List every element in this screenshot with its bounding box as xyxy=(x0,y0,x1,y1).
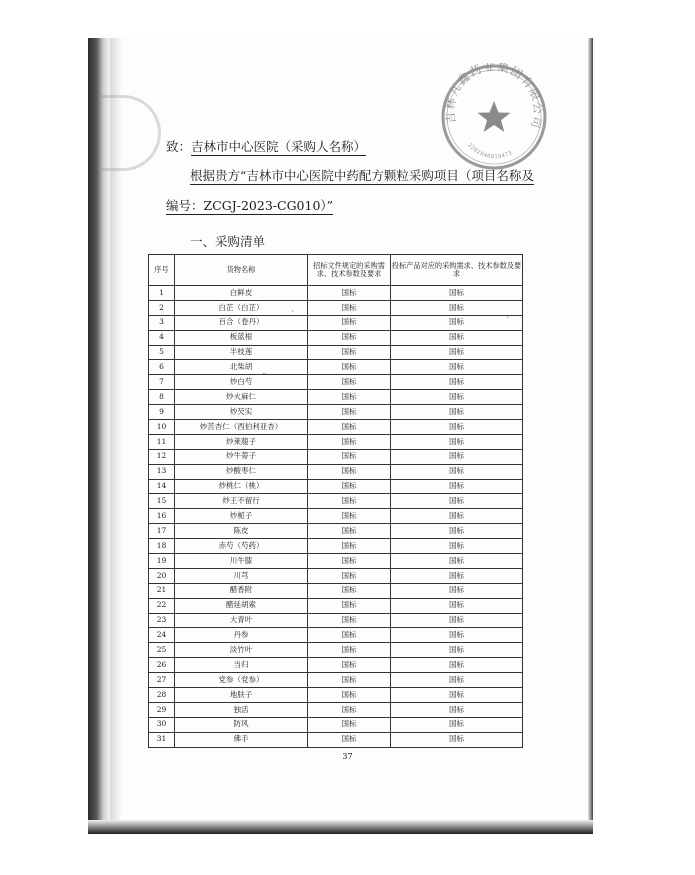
table-row xyxy=(149,286,523,301)
cell-seq: 28 xyxy=(149,688,175,703)
cell-goods-name: 炒王不留行 xyxy=(175,494,308,509)
cell-seq: 22 xyxy=(149,598,175,613)
cell-bid-requirement: 国标 xyxy=(391,390,523,405)
cell-bid-requirement: 国标 xyxy=(391,360,523,375)
table-row xyxy=(149,717,523,732)
cell-tender-requirement: 国标 xyxy=(308,702,391,717)
cell-goods-name: 板蓝根 xyxy=(175,330,308,345)
cell-goods-name: 川芎 xyxy=(175,568,308,583)
addressee-line xyxy=(166,137,366,155)
cell-goods-name: 醋延胡索 xyxy=(175,598,308,613)
table-row xyxy=(149,658,523,673)
table-row xyxy=(149,479,523,494)
seal-code-text: 2202040019473 xyxy=(466,142,514,161)
page-bottom-edge xyxy=(88,820,593,834)
table-row xyxy=(149,598,523,613)
cell-tender-requirement: 国标 xyxy=(308,539,391,554)
cell-bid-requirement: 国标 xyxy=(391,330,523,345)
cell-bid-requirement: 国标 xyxy=(391,702,523,717)
table-row xyxy=(149,568,523,583)
cell-tender-requirement: 国标 xyxy=(308,732,391,747)
table-row xyxy=(149,643,523,658)
project-reference: 根据贵方“吉林市中心医院中药配方颗粒采购项目（项目名称及 xyxy=(190,168,534,183)
cell-tender-requirement: 国标 xyxy=(308,405,391,420)
cell-goods-name: 党参（党参） xyxy=(175,673,308,688)
cell-tender-requirement: 国标 xyxy=(308,494,391,509)
table-row xyxy=(149,464,523,479)
table-row xyxy=(149,628,523,643)
section-title: 一、采购清单 xyxy=(190,234,266,249)
cell-seq: 30 xyxy=(149,717,175,732)
cell-bid-requirement: 国标 xyxy=(391,494,523,509)
cell-bid-requirement: 国标 xyxy=(391,688,523,703)
table-row xyxy=(149,509,523,524)
addressee-name: 吉林市中心医院（采购人名称） xyxy=(191,139,367,154)
cell-goods-name: 陈皮 xyxy=(175,524,308,539)
cell-seq: 21 xyxy=(149,583,175,598)
cell-tender-requirement: 国标 xyxy=(308,628,391,643)
cell-tender-requirement: 国标 xyxy=(308,315,391,330)
cell-tender-requirement: 国标 xyxy=(308,524,391,539)
table-row xyxy=(149,524,523,539)
company-seal-graphic xyxy=(440,63,548,171)
cell-bid-requirement: 国标 xyxy=(391,464,523,479)
cell-goods-name: 炒桃仁（桃） xyxy=(175,479,308,494)
cell-bid-requirement: 国标 xyxy=(391,345,523,360)
svg-text:2202040019473 xyxy=(466,142,513,160)
cell-seq: 14 xyxy=(149,479,175,494)
company-seal xyxy=(440,63,548,171)
cell-bid-requirement: 国标 xyxy=(391,300,523,315)
cell-seq: 18 xyxy=(149,539,175,554)
cell-goods-name: 佛手 xyxy=(175,732,308,747)
cell-seq: 17 xyxy=(149,524,175,539)
cell-tender-requirement: 国标 xyxy=(308,360,391,375)
cell-goods-name: 丹参 xyxy=(175,628,308,643)
table-row xyxy=(149,688,523,703)
cell-bid-requirement: 国标 xyxy=(391,628,523,643)
cell-seq: 8 xyxy=(149,390,175,405)
cell-tender-requirement: 国标 xyxy=(308,420,391,435)
cell-bid-requirement: 国标 xyxy=(391,643,523,658)
cell-bid-requirement: 国标 xyxy=(391,509,523,524)
scan-artifact: “ xyxy=(262,372,267,381)
cell-goods-name: 炒苦杏仁（西伯利亚杏） xyxy=(175,420,308,435)
procurement-table xyxy=(148,254,523,748)
cell-seq: 6 xyxy=(149,360,175,375)
cell-goods-name: 炒栀子 xyxy=(175,509,308,524)
cell-bid-requirement: 国标 xyxy=(391,658,523,673)
table-row xyxy=(149,390,523,405)
cell-goods-name: 防风 xyxy=(175,717,308,732)
cell-seq: 7 xyxy=(149,375,175,390)
cell-seq: 9 xyxy=(149,405,175,420)
cell-bid-requirement: 国标 xyxy=(391,568,523,583)
cell-tender-requirement: 国标 xyxy=(308,300,391,315)
cell-goods-name: 川牛膝 xyxy=(175,554,308,569)
cell-goods-name: 大青叶 xyxy=(175,613,308,628)
cell-tender-requirement: 国标 xyxy=(308,688,391,703)
cell-seq: 25 xyxy=(149,643,175,658)
table-body xyxy=(149,286,523,748)
cell-goods-name: 炒白芍 xyxy=(175,375,308,390)
table-row xyxy=(149,360,523,375)
cell-seq: 3 xyxy=(149,315,175,330)
cell-goods-name: 赤芍（芍药） xyxy=(175,539,308,554)
header-bid-requirements: 投标产品对应的采购需求、技术参数及要求 xyxy=(391,255,523,286)
cell-seq: 24 xyxy=(149,628,175,643)
cell-seq: 11 xyxy=(149,434,175,449)
cell-bid-requirement: 国标 xyxy=(391,583,523,598)
cell-goods-name: 独活 xyxy=(175,702,308,717)
scan-artifact: ` xyxy=(291,310,295,319)
cell-bid-requirement: 国标 xyxy=(391,732,523,747)
header-goods-name: 货物名称 xyxy=(175,255,308,286)
cell-bid-requirement: 国标 xyxy=(391,613,523,628)
star-icon xyxy=(478,101,511,132)
cell-tender-requirement: 国标 xyxy=(308,509,391,524)
cell-seq: 2 xyxy=(149,300,175,315)
cell-seq: 5 xyxy=(149,345,175,360)
cell-goods-name: 当归 xyxy=(175,658,308,673)
table-header-row xyxy=(149,255,523,286)
cell-tender-requirement: 国标 xyxy=(308,434,391,449)
cell-goods-name: 半枝莲 xyxy=(175,345,308,360)
table-row xyxy=(149,702,523,717)
page-right-edge xyxy=(588,38,593,833)
cell-tender-requirement: 国标 xyxy=(308,717,391,732)
cell-tender-requirement: 国标 xyxy=(308,390,391,405)
cell-seq: 1 xyxy=(149,286,175,301)
table-row xyxy=(149,673,523,688)
cell-seq: 27 xyxy=(149,673,175,688)
table-row xyxy=(149,315,523,330)
table-row xyxy=(149,420,523,435)
cell-tender-requirement: 国标 xyxy=(308,479,391,494)
cell-goods-name: 百合（卷丹） xyxy=(175,315,308,330)
cell-goods-name: 地肤子 xyxy=(175,688,308,703)
cell-seq: 19 xyxy=(149,554,175,569)
cell-seq: 4 xyxy=(149,330,175,345)
table-row xyxy=(149,345,523,360)
cell-bid-requirement: 国标 xyxy=(391,315,523,330)
table-row xyxy=(149,554,523,569)
cell-tender-requirement: 国标 xyxy=(308,286,391,301)
cell-bid-requirement: 国标 xyxy=(391,420,523,435)
cell-bid-requirement: 国标 xyxy=(391,479,523,494)
table-row xyxy=(149,449,523,464)
cell-bid-requirement: 国标 xyxy=(391,524,523,539)
cell-tender-requirement: 国标 xyxy=(308,464,391,479)
page-number: 37 xyxy=(342,752,353,761)
cell-tender-requirement: 国标 xyxy=(308,598,391,613)
cell-goods-name: 淡竹叶 xyxy=(175,643,308,658)
cell-bid-requirement: 国标 xyxy=(391,554,523,569)
cell-tender-requirement: 国标 xyxy=(308,583,391,598)
cell-goods-name: 炒火麻仁 xyxy=(175,390,308,405)
table-row xyxy=(149,613,523,628)
addressee-prefix: 致： xyxy=(166,139,192,154)
cell-seq: 23 xyxy=(149,613,175,628)
project-number-line xyxy=(166,196,333,214)
cell-seq: 26 xyxy=(149,658,175,673)
cell-seq: 20 xyxy=(149,568,175,583)
header-tender-requirements: 招标文件规定的采购需求、技术参数及要求 xyxy=(308,255,391,286)
cell-tender-requirement: 国标 xyxy=(308,568,391,583)
table-row xyxy=(149,732,523,747)
cell-bid-requirement: 国标 xyxy=(391,673,523,688)
cell-goods-name: 炒酸枣仁 xyxy=(175,464,308,479)
table-row xyxy=(149,330,523,345)
cell-bid-requirement: 国标 xyxy=(391,717,523,732)
seal-name-text: 吉林九鑫药业集团有限公司 xyxy=(442,63,546,132)
cell-goods-name: 炒芡实 xyxy=(175,405,308,420)
cell-tender-requirement: 国标 xyxy=(308,658,391,673)
cell-seq: 29 xyxy=(149,702,175,717)
cell-bid-requirement: 国标 xyxy=(391,286,523,301)
cell-tender-requirement: 国标 xyxy=(308,554,391,569)
table-row xyxy=(149,583,523,598)
cell-seq: 12 xyxy=(149,449,175,464)
table-row xyxy=(149,434,523,449)
cell-bid-requirement: 国标 xyxy=(391,405,523,420)
cell-seq: 13 xyxy=(149,464,175,479)
table-row xyxy=(149,494,523,509)
cell-bid-requirement: 国标 xyxy=(391,539,523,554)
cell-tender-requirement: 国标 xyxy=(308,643,391,658)
cell-seq: 10 xyxy=(149,420,175,435)
cell-goods-name: 白鲜皮 xyxy=(175,286,308,301)
cell-goods-name: 醋香附 xyxy=(175,583,308,598)
table-row xyxy=(149,375,523,390)
cell-tender-requirement: 国标 xyxy=(308,345,391,360)
cell-seq: 15 xyxy=(149,494,175,509)
cell-seq: 31 xyxy=(149,732,175,747)
cell-seq: 16 xyxy=(149,509,175,524)
cell-goods-name: 炒牛蒡子 xyxy=(175,449,308,464)
cell-goods-name: 白芷（白芷） xyxy=(175,300,308,315)
cell-tender-requirement: 国标 xyxy=(308,613,391,628)
cell-tender-requirement: 国标 xyxy=(308,330,391,345)
cell-bid-requirement: 国标 xyxy=(391,449,523,464)
cell-tender-requirement: 国标 xyxy=(308,449,391,464)
cell-goods-name: 北柴胡 xyxy=(175,360,308,375)
cell-bid-requirement: 国标 xyxy=(391,434,523,449)
table-row xyxy=(149,300,523,315)
cell-bid-requirement: 国标 xyxy=(391,375,523,390)
scan-artifact: ` xyxy=(506,316,510,325)
cell-bid-requirement: 国标 xyxy=(391,598,523,613)
cell-goods-name: 炒莱菔子 xyxy=(175,434,308,449)
table-row xyxy=(149,539,523,554)
cell-tender-requirement: 国标 xyxy=(308,673,391,688)
project-number: 编号：ZCGJ-2023-CG010）” xyxy=(166,198,334,213)
table-row xyxy=(149,405,523,420)
header-seq: 序号 xyxy=(149,255,175,286)
cell-tender-requirement: 国标 xyxy=(308,375,391,390)
